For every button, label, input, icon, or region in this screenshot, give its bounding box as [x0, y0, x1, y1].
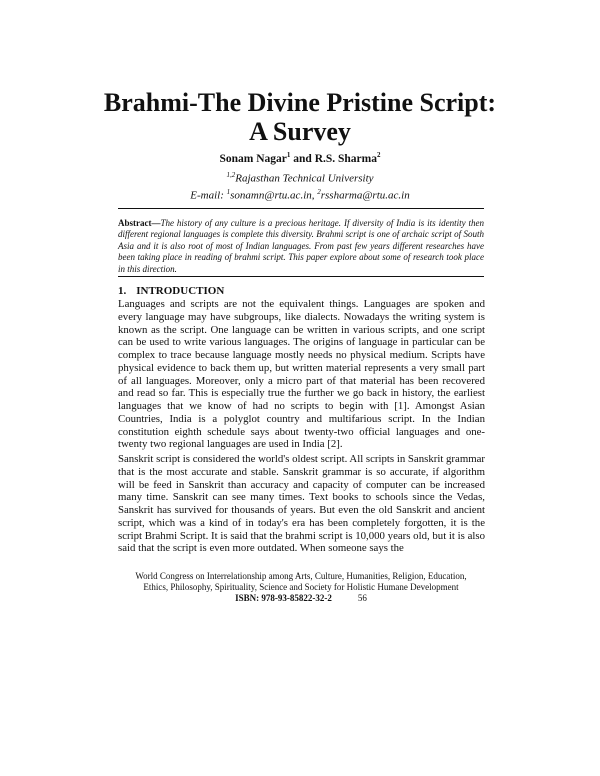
section-number: 1.	[118, 285, 127, 297]
footer-line-1: World Congress on Interrelationship among Arts, Culture, Humanities, Religion, Education,	[135, 571, 467, 581]
intro-paragraph-1: Languages and scripts are not the equivalent things. Languages are spoken and every language may have subgroups, like dialects. Nowadays the writing system is known as the script. One language can be written in various scripts, and one script can be used to write various languages. The origins of language in particular can be complex to trace because language mostly needs no physical medium. Scripts have physical evidence to back them up, but written material represents a very small part of all languages. Moreover, only a micro part of that material has been recovered and read so far. This is especially true the further we go back in history, the earliest languages that we know of had no scripts to begin with [1]. Amongst Asian Countries, India is a polyglot country and multifarious script. In the Indian constitution eighth schedule says about twenty-two official languages and one-twenty two regional languages are used in India [2].	[118, 298, 485, 451]
author-1-name: Sonam Nagar	[219, 152, 287, 165]
email-1[interactable]: sonamn@rtu.ac.in,	[230, 189, 315, 202]
abstract-block	[118, 218, 484, 275]
paper-title	[60, 88, 540, 146]
email-2[interactable]: rssharma@rtu.ac.in	[320, 189, 410, 202]
institution-line	[60, 169, 540, 186]
abstract-label: Abstract—	[118, 218, 161, 228]
institution-name: Rajasthan Technical University	[235, 172, 374, 185]
author-2-superscript: 2	[377, 151, 381, 159]
section-title: INTRODUCTION	[136, 285, 225, 297]
author-2-name: R.S. Sharma	[314, 152, 377, 165]
title-line-2: A Survey	[249, 117, 351, 146]
page-footer	[110, 571, 492, 604]
title-line-1: Brahmi-The Divine Pristine Script:	[103, 88, 497, 117]
author-connector: and	[293, 152, 312, 165]
email-1-superscript: 1	[226, 187, 231, 196]
abstract-bottom-rule	[118, 276, 484, 277]
footer-isbn-line	[110, 593, 492, 604]
abstract-top-rule	[118, 208, 484, 209]
intro-paragraph-2: Sanskrit script is considered the world's oldest script. All scripts in Sanskrit grammar that is the most accurate and stable. Sanskrit grammar is so accurate, if algorithm will be feed in Sanskrit than accuracy and capacity of computer can be increased many time. Sanskrit can see many times. Text books to schools since the Vedas, Sanskrit has survived for thousands of years. But even the old Sanskrit and ancient script, which was a kind of in today's era has been completely forgotten, it is the script Brahmi Script. It is said that the brahmi script is 10,000 years old, but it is also said that the script is even more outdated. When someone says the	[118, 453, 485, 555]
affiliation-superscript: 1,2	[226, 171, 236, 179]
email-line	[60, 186, 540, 203]
affiliation-block	[60, 169, 540, 202]
author-1-superscript: 1	[286, 151, 291, 159]
email-2-superscript: 2	[317, 187, 321, 196]
isbn: ISBN: 978-93-85822-32-2	[235, 593, 332, 603]
email-prefix: E-mail:	[190, 189, 224, 202]
author-line	[60, 151, 540, 165]
footer-line-2: Ethics, Philosophy, Spirituality, Science and Society for Holistic Humane Development	[143, 582, 459, 592]
page-number: 56	[357, 593, 367, 603]
abstract-text: The history of any culture is a precious heritage. If diversity of India is its identity then different regional languages is complete this diversity. Brahmi script is one of archaic script of South Asia and it is also root of most of Indian languages. From past few years different researches have been taking place in reading of brahmi script. This paper explore about some of research took place in this direction.	[118, 218, 484, 274]
section-heading	[118, 285, 224, 297]
